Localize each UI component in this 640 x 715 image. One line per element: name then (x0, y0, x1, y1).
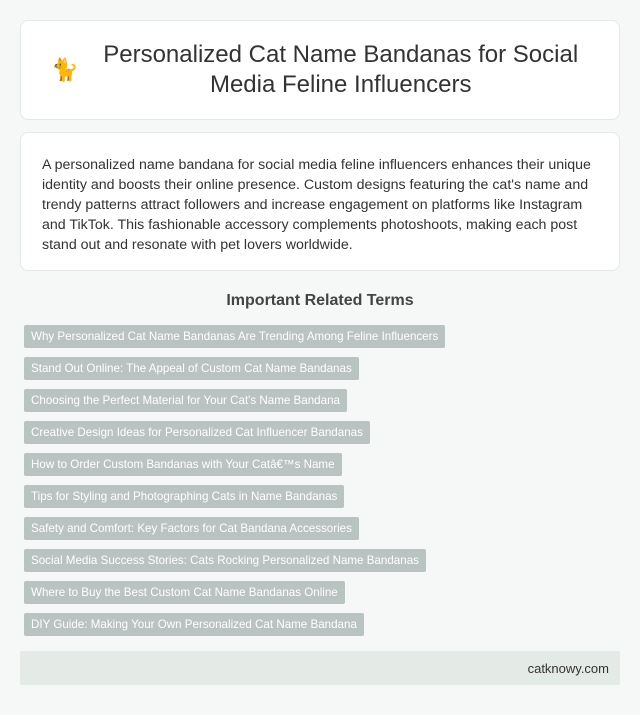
related-term-link[interactable]: Choosing the Perfect Material for Your Cat's Name Bandana (24, 389, 347, 412)
related-terms-list (24, 325, 624, 645)
related-term-link[interactable]: How to Order Custom Bandanas with Your Catâ€™s Name (24, 453, 342, 476)
intro-card (20, 132, 620, 271)
related-term-link[interactable]: Why Personalized Cat Name Bandanas Are Trending Among Feline Influencers (24, 325, 445, 348)
related-term-link[interactable]: Tips for Styling and Photographing Cats in Name Bandanas (24, 485, 344, 508)
footer-site-name: catknowy.com (527, 660, 609, 676)
intro-paragraph: A personalized name bandana for social media feline influencers enhances their unique identity and boosts their online presence. Custom designs featuring the cat's name and trendy patterns attract followers and increase engagement on platforms like Instagram and TikTok. This fashionable accessory complements photoshoots, making each post stand out and resonate with pet lovers worldwide. (42, 157, 591, 253)
footer (20, 651, 620, 685)
related-term-link[interactable]: Where to Buy the Best Custom Cat Name Bandanas Online (24, 581, 345, 604)
page-title: Personalized Cat Name Bandanas for Social Media Feline Influencers (103, 41, 579, 98)
related-term-link[interactable]: Stand Out Online: The Appeal of Custom Cat Name Bandanas (24, 357, 359, 380)
title-row (51, 40, 589, 100)
related-term-link[interactable]: Safety and Comfort: Key Factors for Cat Bandana Accessories (24, 517, 359, 540)
cat-icon: 🐈 (51, 57, 79, 82)
related-term-link[interactable]: DIY Guide: Making Your Own Personalized Cat Name Bandana (24, 613, 364, 636)
related-term-link[interactable]: Creative Design Ideas for Personalized Cat Influencer Bandanas (24, 421, 370, 444)
related-terms-heading: Important Related Terms (226, 292, 414, 309)
title-card (20, 20, 620, 120)
related-term-link[interactable]: Social Media Success Stories: Cats Rocking Personalized Name Bandanas (24, 549, 426, 572)
